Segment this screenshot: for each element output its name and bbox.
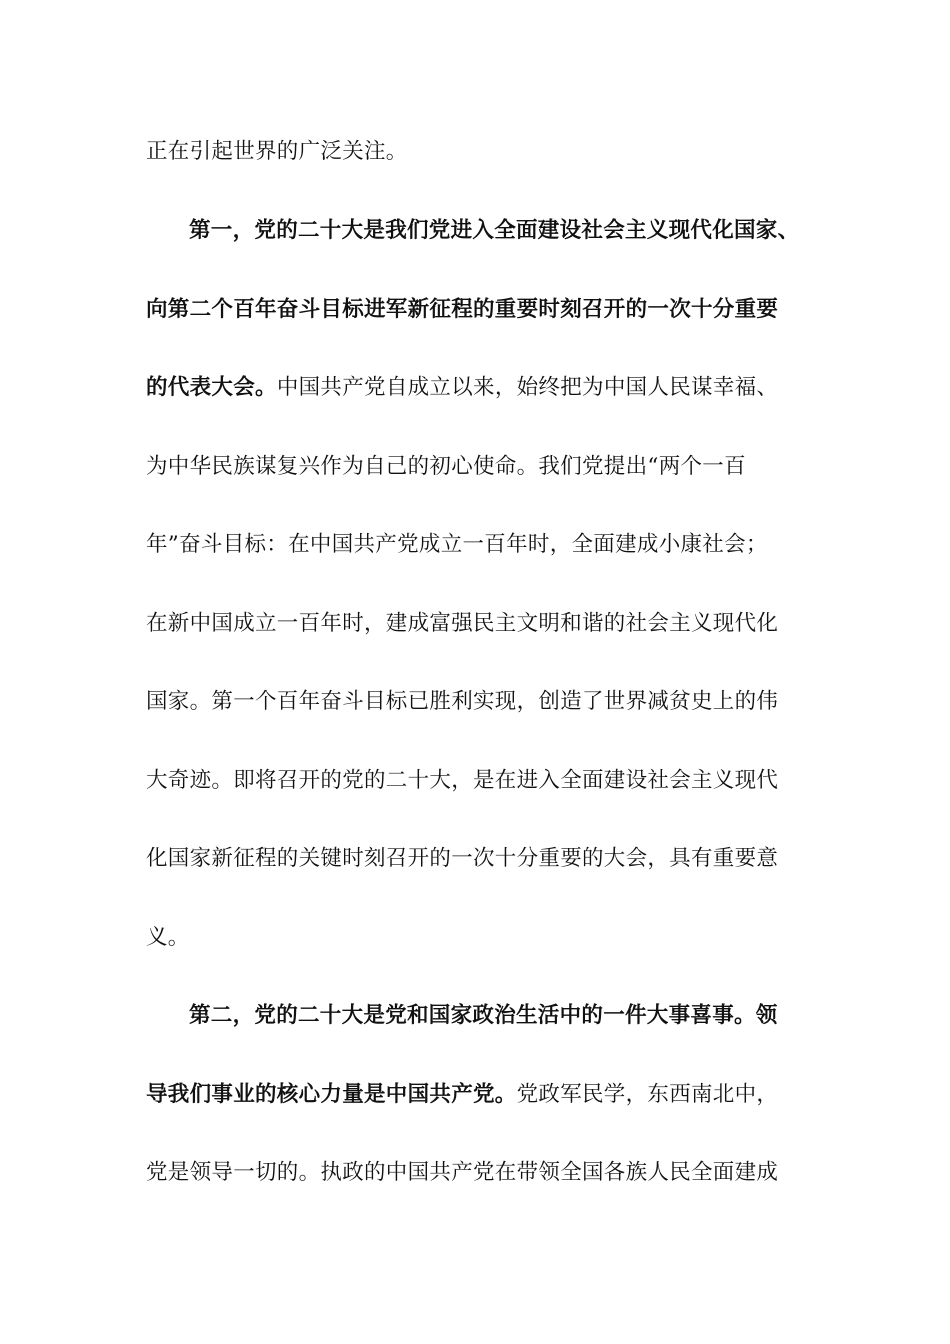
intro-line-1: 正在引起世界的广泛关注。	[146, 139, 408, 164]
section-1-heading-line-2: 向第二个百年奋斗目标进军新征程的重要时刻召开的一次十分重要	[146, 297, 779, 322]
section-1-body-line-10: 义。	[146, 925, 190, 950]
section-2-heading-line-2: 导我们事业的核心力量是中国共产党。	[146, 1082, 517, 1107]
section-1-heading-line-1: 第一，党的二十大是我们党进入全面建设社会主义现代化国家、	[189, 218, 800, 243]
section-1-heading-line-3: 的代表大会。	[146, 375, 277, 400]
section-2-line-2	[146, 1075, 806, 1115]
section-2-body-line-2: 党政军民学，东西南北中，	[516, 1082, 779, 1107]
section-1-body-line-9: 化国家新征程的关键时刻召开的一次十分重要的大会，具有重要意	[146, 846, 779, 871]
section-1-body-line-6: 在新中国成立一百年时，建成富强民主文明和谐的社会主义现代化	[146, 611, 779, 636]
section-1-body-line-8: 大奇迹。即将召开的党的二十大，是在进入全面建设社会主义现代	[146, 768, 779, 793]
section-2-heading-line-1: 第二，党的二十大是党和国家政治生活中的一件大事喜事。领	[189, 1003, 778, 1028]
section-1-body-line-7: 国家。第一个百年奋斗目标已胜利实现，创造了世界减贫史上的伟	[146, 689, 779, 714]
section-2-body-line-3: 党是领导一切的。执政的中国共产党在带领全国各族人民全面建成	[146, 1160, 779, 1185]
section-1-body-line-4: 为中华民族谋复兴作为自己的初心使命。我们党提出“两个一百	[146, 454, 746, 479]
section-1-line-3	[146, 368, 806, 408]
section-1-body-line-5: 年”奋斗目标：在中国共产党成立一百年时，全面建成小康社会；	[146, 532, 768, 557]
section-1-body-line-3: 中国共产党自成立以来，始终把为中国人民谋幸福、	[276, 375, 779, 400]
